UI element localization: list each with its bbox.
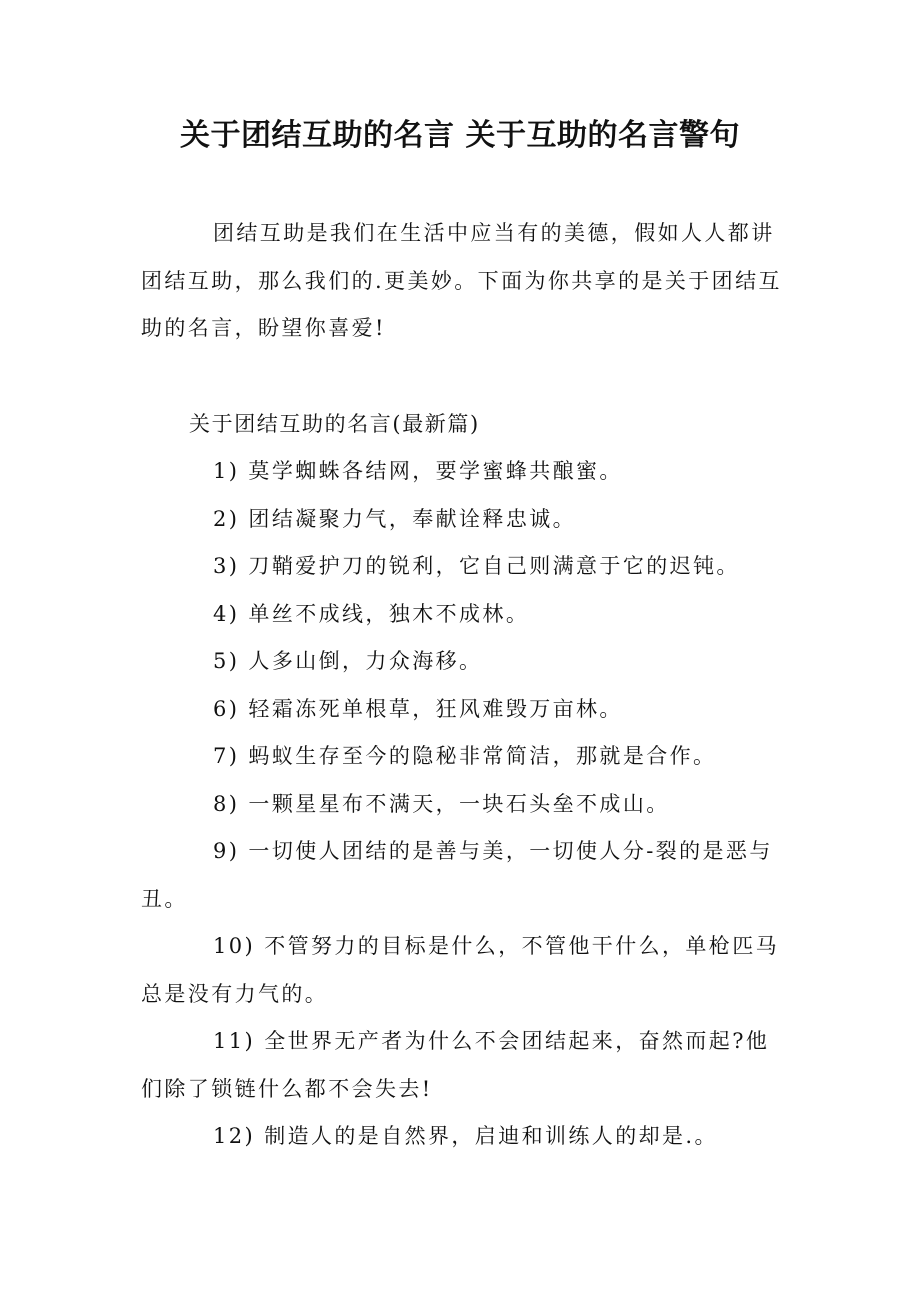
quote-item-10: 10) 不管努力的目标是什么，不管他干什么，单枪匹马总是没有力气的。 xyxy=(141,934,779,1006)
quote-item-11: 11) 全世界无产者为什么不会团结起来，奋然而起?他们除了锁链什么都不会失去! xyxy=(141,1029,770,1101)
document-title: 关于团结互助的名言 关于互助的名言警句 xyxy=(180,118,740,153)
quote-item-6: 6) 轻霜冻死单根草，狂风难毁万亩林。 xyxy=(213,696,623,721)
quote-item-9: 9) 一切使人团结的是善与美，一切使人分-裂的是恶与丑。 xyxy=(141,839,773,911)
quote-item-1: 1) 莫学蜘蛛各结网，要学蜜蜂共酿蜜。 xyxy=(213,459,623,483)
document-body xyxy=(141,210,786,1161)
quote-item-2: 2) 团结凝聚力气，奉献诠释忠诚。 xyxy=(213,506,577,531)
quote-item-12: 12) 制造人的是自然界，启迪和训练人的却是.。 xyxy=(213,1124,718,1148)
paragraph-spacer xyxy=(141,353,786,401)
quote-item-7: 7) 蚂蚁生存至今的隐秘非常简洁，那就是合作。 xyxy=(213,744,717,768)
quote-item-8: 8) 一颗星星布不满天，一块石头垒不成山。 xyxy=(213,791,670,816)
quote-item-5: 5) 人多山倒，力众海移。 xyxy=(213,649,483,673)
quote-item-4: 4) 单丝不成线，独木不成林。 xyxy=(213,601,530,626)
section-heading: 关于团结互助的名言(最新篇) xyxy=(189,411,480,436)
quote-item-3: 3) 刀鞘爱护刀的锐利，它自己则满意于它的迟钝。 xyxy=(213,554,740,578)
intro-paragraph: 团结互助是我们在生活中应当有的美德，假如人人都讲团结互助，那么我们的.更美妙。下面为你共享的是关于团结互助的名言，盼望你喜爱! xyxy=(141,221,782,340)
